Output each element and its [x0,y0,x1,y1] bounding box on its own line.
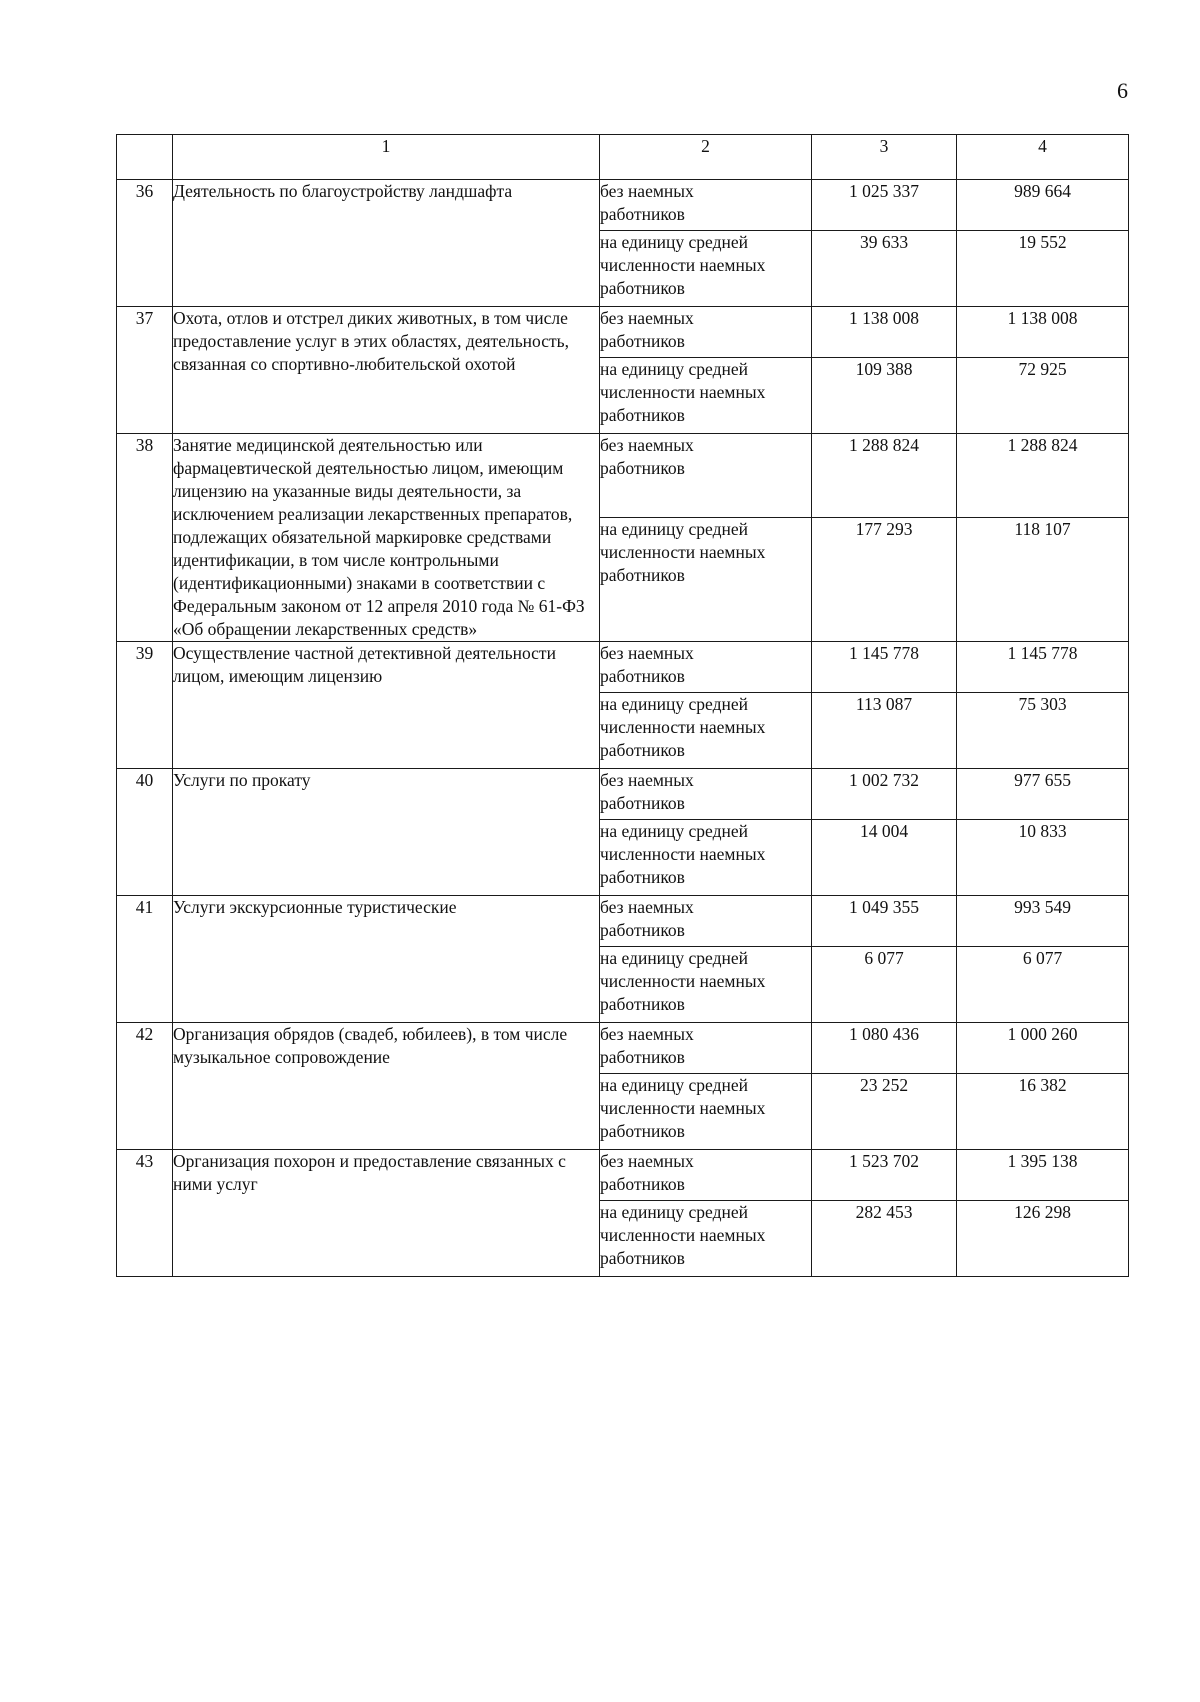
table-body [117,180,1129,1277]
basis-line: численности наемных [600,255,766,275]
basis-line: работников [600,278,685,298]
value-col4: 1 288 824 [957,434,1129,518]
basis-per-employee [600,947,812,1023]
basis-line: работников [600,405,685,425]
basis-line: работников [600,204,685,224]
basis-line: численности наемных [600,1098,766,1118]
basis-line: работников [600,740,685,760]
activity-description: Услуги по прокату [173,769,600,896]
basis-line: без наемных [600,181,694,201]
basis-line: численности наемных [600,382,766,402]
value-col4: 10 833 [957,820,1129,896]
basis-without-employees [600,434,812,518]
basis-line: численности наемных [600,1225,766,1245]
table-row [117,434,1129,518]
basis-without-employees [600,769,812,820]
activity-description: Охота, отлов и отстрел диких животных, в том числе предоставление услуг в этих областях, деятельность, связанная со спортивно-любительской охотой [173,307,600,434]
activity-description: Услуги экскурсионные туристические [173,896,600,1023]
basis-line: работников [600,331,685,351]
basis-without-employees [600,1023,812,1074]
value-col4: 75 303 [957,693,1129,769]
value-col3: 113 087 [812,693,957,769]
table-row [117,1023,1129,1074]
header-cell-col1: 1 [173,135,600,180]
basis-line: на единицу средней [600,694,748,714]
header-cell-col3: 3 [812,135,957,180]
value-col3: 39 633 [812,231,957,307]
activity-description: Деятельность по благоустройству ландшафта [173,180,600,307]
value-col3: 1 523 702 [812,1150,957,1201]
basis-line: на единицу средней [600,359,748,379]
activity-description: Занятие медицинской деятельностью или фармацевтической деятельностью лицом, имеющим лицензию на указанные виды деятельности, за исключением реализации лекарственных препаратов, подлежащих обязательной маркировке средствами идентификации, в том числе контрольными (идентификационными) знаками в соответствии с Федеральным законом от 12 апреля 2010 года № 61-ФЗ «Об обращении лекарственных средств» [173,434,600,642]
basis-without-employees [600,1150,812,1201]
basis-line: на единицу средней [600,232,748,252]
row-number: 38 [117,434,173,642]
header-cell-col2: 2 [600,135,812,180]
basis-line: работников [600,867,685,887]
basis-line: без наемных [600,435,694,455]
basis-line: на единицу средней [600,518,748,539]
activity-description: Организация похорон и предоставление связанных с ними услуг [173,1150,600,1277]
page-number: 6 [1117,78,1128,103]
basis-per-employee [600,1201,812,1277]
basis-without-employees [600,642,812,693]
basis-without-employees [600,307,812,358]
value-col3: 1 288 824 [812,434,957,518]
row-number: 43 [117,1150,173,1277]
table-header-row [117,135,1129,180]
header-cell-index [117,135,173,180]
row-number: 41 [117,896,173,1023]
value-col4: 993 549 [957,896,1129,947]
basis-per-employee [600,517,812,641]
table-row [117,1150,1129,1201]
basis-without-employees [600,896,812,947]
value-col4: 19 552 [957,231,1129,307]
row-number: 39 [117,642,173,769]
row-number: 42 [117,1023,173,1150]
table-row [117,307,1129,358]
basis-line: работников [600,666,685,686]
value-col3: 1 049 355 [812,896,957,947]
basis-line: без наемных [600,643,694,663]
value-col4: 1 138 008 [957,307,1129,358]
basis-line: работников [600,1248,685,1268]
basis-line: без наемных [600,897,694,917]
basis-line: работников [600,920,685,940]
basis-per-employee [600,231,812,307]
basis-line: работников [600,994,685,1014]
basis-line: работников [600,793,685,813]
table-row [117,642,1129,693]
basis-line: численности наемных [600,717,766,737]
value-col3: 177 293 [812,517,957,641]
value-col4: 989 664 [957,180,1129,231]
basis-line: без наемных [600,308,694,328]
value-col3: 1 080 436 [812,1023,957,1074]
value-col3: 6 077 [812,947,957,1023]
value-col4: 118 107 [957,517,1129,641]
basis-line: работников [600,1121,685,1141]
activity-description: Организация обрядов (свадеб, юбилеев), в том числе музыкальное сопровождение [173,1023,600,1150]
basis-line: работников [600,458,685,478]
basis-line: численности наемных [600,541,766,562]
value-col4: 126 298 [957,1201,1129,1277]
table-row [117,896,1129,947]
basis-per-employee [600,1074,812,1150]
table-row [117,769,1129,820]
basis-per-employee [600,693,812,769]
row-number: 37 [117,307,173,434]
basis-per-employee [600,358,812,434]
basis-line: работников [600,1047,685,1067]
value-col3: 1 002 732 [812,769,957,820]
basis-line: работников [600,564,685,585]
basis-without-employees [600,180,812,231]
value-col3: 23 252 [812,1074,957,1150]
basis-line: без наемных [600,1151,694,1171]
value-col4: 1 145 778 [957,642,1129,693]
basis-per-employee [600,820,812,896]
value-col4: 1 395 138 [957,1150,1129,1201]
table-row [117,180,1129,231]
value-col3: 109 388 [812,358,957,434]
row-number: 40 [117,769,173,896]
rates-table [116,134,1129,1277]
value-col4: 16 382 [957,1074,1129,1150]
basis-line: на единицу средней [600,948,748,968]
value-col3: 1 025 337 [812,180,957,231]
basis-line: на единицу средней [600,821,748,841]
value-col3: 282 453 [812,1201,957,1277]
value-col4: 977 655 [957,769,1129,820]
value-col4: 6 077 [957,947,1129,1023]
basis-line: численности наемных [600,844,766,864]
value-col3: 1 138 008 [812,307,957,358]
value-col4: 72 925 [957,358,1129,434]
row-number: 36 [117,180,173,307]
basis-line: работников [600,1174,685,1194]
basis-line: без наемных [600,1024,694,1044]
activity-description: Осуществление частной детективной деятельности лицом, имеющим лицензию [173,642,600,769]
basis-line: без наемных [600,770,694,790]
value-col3: 1 145 778 [812,642,957,693]
header-cell-col4: 4 [957,135,1129,180]
basis-line: на единицу средней [600,1202,748,1222]
value-col4: 1 000 260 [957,1023,1129,1074]
basis-line: численности наемных [600,971,766,991]
value-col3: 14 004 [812,820,957,896]
basis-line: на единицу средней [600,1075,748,1095]
